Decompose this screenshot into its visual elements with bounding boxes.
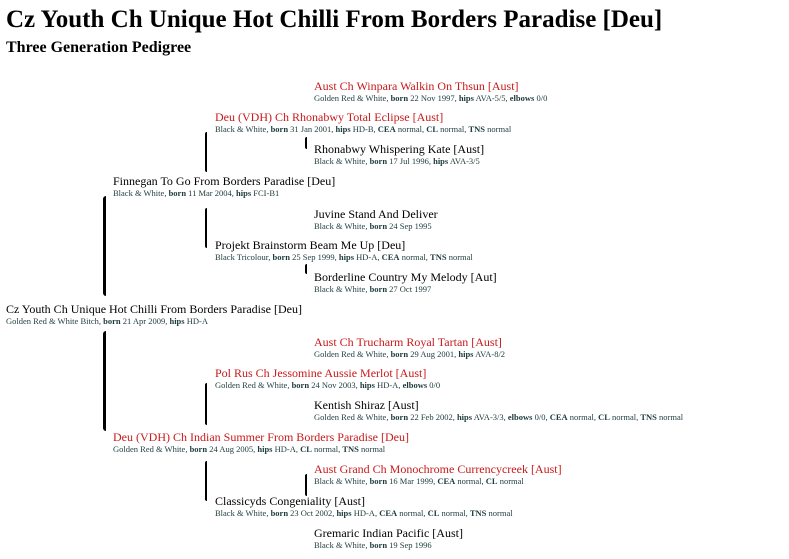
dog-details: Golden Red & White, born 29 Aug 2001, hips AVA-8/2: [314, 349, 506, 359]
page-subtitle: Three Generation Pedigree: [6, 39, 192, 56]
pedigree-entry-dam-dam-sire: [314, 462, 562, 487]
dog-details: Black & White, born 16 Mar 1999, CEA normal, CL normal: [314, 476, 524, 486]
page-title: Cz Youth Ch Unique Hot Chilli From Borders Paradise [Deu]: [6, 6, 663, 33]
dog-details: Golden Red & White, born 24 Nov 2003, hips HD-A, elbows 0/0: [215, 380, 441, 390]
dog-name[interactable]: Gremaric Indian Pacific [Aust]: [314, 526, 463, 540]
pedigree-entry-dam-sire-sire: [314, 335, 505, 360]
dog-name[interactable]: Borderline Country My Melody [Aut]: [314, 270, 497, 284]
dog-name[interactable]: Classicyds Congeniality [Aust]: [215, 494, 365, 508]
pedigree-entry-sire-sire-sire: [314, 79, 547, 104]
bracket-dam-dam-sire-link: [305, 474, 307, 496]
bracket-sire-sire: [205, 132, 207, 172]
pedigree-entry-sire: [113, 174, 335, 199]
pedigree-entry-dam-sire-dam: [314, 398, 683, 423]
pedigree-entry-sire-dam-dam: [314, 270, 497, 295]
dog-details: Black & White, born 19 Sep 1996: [314, 540, 432, 550]
dog-name[interactable]: Finnegan To Go From Borders Paradise [Deu]: [113, 174, 336, 188]
dog-details: Black & White, born 11 Mar 2004, hips FCI-B1: [113, 188, 280, 198]
bracket-dam-sire: [205, 383, 207, 425]
bracket-sire-dam: [205, 208, 207, 248]
pedigree-entry-dam: [113, 430, 409, 455]
dog-details: Black & White, born 17 Jul 1996, hips AVA-3/5: [314, 156, 480, 166]
bracket-sire: [103, 196, 106, 296]
dog-name[interactable]: Aust Grand Ch Monochrome Currencycreek [Aust]: [314, 462, 562, 476]
dog-details: Black Tricolour, born 25 Sep 1999, hips HD-A, CEA normal, TNS normal: [215, 252, 473, 262]
pedigree-entry-sire-dam-sire: [314, 207, 438, 232]
dog-details: Black & White, born 31 Jan 2001, hips HD-B, CEA normal, CL normal, TNS normal: [215, 124, 512, 134]
dog-details: Black & White, born 24 Sep 1995: [314, 221, 432, 231]
bracket-dam-dam: [205, 461, 207, 501]
pedigree-entry-sire-dam: [215, 238, 473, 263]
dog-name[interactable]: Aust Ch Winpara Walkin On Thsun [Aust]: [314, 79, 519, 93]
dog-details: Golden Red & White, born 24 Aug 2005, hips HD-A, CL normal, TNS normal: [113, 444, 386, 454]
bracket-sire-sire-dam-link: [305, 137, 307, 149]
dog-name[interactable]: Deu (VDH) Ch Rhonabwy Total Eclipse [Aust]: [215, 110, 444, 124]
bracket-sire-dam-dam-link: [305, 264, 307, 274]
bracket-dam: [103, 331, 106, 431]
dog-name[interactable]: Deu (VDH) Ch Indian Summer From Borders Paradise [Deu]: [113, 430, 409, 444]
dog-name[interactable]: Projekt Brainstorm Beam Me Up [Deu]: [215, 238, 406, 252]
dog-details: Golden Red & White Bitch, born 21 Apr 2009, hips HD-A: [6, 316, 208, 326]
pedigree-entry-dam-dam-dam: [314, 526, 463, 551]
dog-name[interactable]: Juvine Stand And Deliver: [314, 207, 438, 221]
dog-details: Golden Red & White, born 22 Feb 2002, hips AVA-3/3, elbows 0/0, CEA normal, CL normal, TNS normal: [314, 412, 684, 422]
dog-name[interactable]: Kentish Shiraz [Aust]: [314, 398, 419, 412]
dog-name[interactable]: Cz Youth Ch Unique Hot Chilli From Borders Paradise [Deu]: [6, 302, 302, 316]
pedigree-entry-sire-sire: [215, 110, 511, 135]
dog-name[interactable]: Aust Ch Trucharm Royal Tartan [Aust]: [314, 335, 502, 349]
pedigree-entry-dam-sire: [215, 366, 440, 391]
dog-name[interactable]: Pol Rus Ch Jessomine Aussie Merlot [Aust]: [215, 366, 427, 380]
dog-name[interactable]: Rhonabwy Whispering Kate [Aust]: [314, 142, 485, 156]
pedigree-entry-sire-sire-dam: [314, 142, 484, 167]
dog-details: Golden Red & White, born 22 Nov 1997, hips AVA-5/5, elbows 0/0: [314, 93, 548, 103]
pedigree-entry-dam-dam: [215, 494, 513, 519]
dog-details: Black & White, born 27 Oct 1997: [314, 284, 432, 294]
pedigree-entry-subject: [6, 302, 302, 327]
dog-details: Black & White, born 23 Oct 2002, hips HD-A, CEA normal, CL normal, TNS normal: [215, 508, 513, 518]
